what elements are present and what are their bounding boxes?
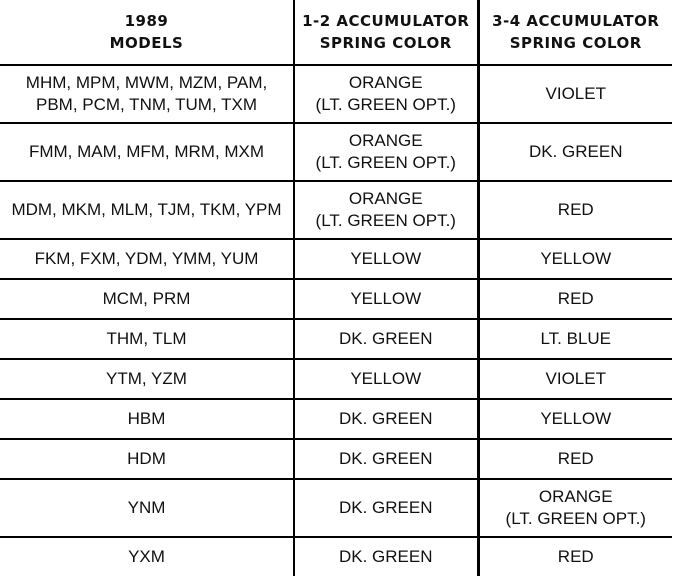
table-row bbox=[0, 181, 672, 239]
acc34-color-cell bbox=[478, 65, 672, 123]
cell-text: MCM, PRM bbox=[102, 289, 191, 308]
acc34-color-cell bbox=[478, 479, 672, 537]
cell-text: DK. GREEN bbox=[338, 329, 433, 348]
acc34-color-cell bbox=[478, 399, 672, 439]
models-cell bbox=[0, 65, 294, 123]
table-row bbox=[0, 399, 672, 439]
cell-text: ORANGE bbox=[538, 487, 613, 506]
models-cell bbox=[0, 359, 294, 399]
acc12-color-cell bbox=[294, 537, 478, 576]
cell-text: RED bbox=[557, 547, 594, 566]
cell-text: YNM bbox=[127, 498, 166, 517]
acc12-color-cell bbox=[294, 279, 478, 319]
table-row bbox=[0, 359, 672, 399]
models-cell bbox=[0, 181, 294, 239]
table-row bbox=[0, 65, 672, 123]
cell-text: RED bbox=[557, 200, 594, 219]
models-cell bbox=[0, 123, 294, 181]
cell-text: RED bbox=[557, 289, 594, 308]
header-acc34-line1: 3-4 ACCUMULATOR bbox=[492, 12, 660, 30]
cell-text: VIOLET bbox=[545, 84, 606, 103]
models-cell bbox=[0, 239, 294, 279]
table-row bbox=[0, 123, 672, 181]
cell-text: ORANGE bbox=[348, 131, 423, 150]
models-cell bbox=[0, 399, 294, 439]
cell-text: LT. BLUE bbox=[540, 329, 612, 348]
table-row bbox=[0, 279, 672, 319]
cell-text: YELLOW bbox=[350, 369, 422, 388]
cell-text: YELLOW bbox=[350, 249, 422, 268]
models-cell bbox=[0, 537, 294, 576]
table-row bbox=[0, 439, 672, 479]
cell-text: FMM, MAM, MFM, MRM, MXM bbox=[28, 142, 265, 161]
header-acc12 bbox=[294, 0, 478, 65]
acc34-color-cell bbox=[478, 537, 672, 576]
cell-text: RED bbox=[557, 449, 594, 468]
models-cell bbox=[0, 279, 294, 319]
acc12-color-cell bbox=[294, 399, 478, 439]
header-acc12-line2: SPRING COLOR bbox=[319, 34, 452, 52]
acc12-color-cell bbox=[294, 439, 478, 479]
acc34-color-cell bbox=[478, 123, 672, 181]
acc12-color-cell bbox=[294, 65, 478, 123]
table-row bbox=[0, 537, 672, 576]
acc34-color-cell bbox=[478, 319, 672, 359]
cell-text: HBM bbox=[127, 409, 166, 428]
cell-text: DK. GREEN bbox=[338, 449, 433, 468]
cell-text: MDM, MKM, MLM, TJM, TKM, YPM bbox=[11, 200, 282, 219]
header-acc12-line1: 1-2 ACCUMULATOR bbox=[302, 12, 470, 30]
acc34-color-cell bbox=[478, 359, 672, 399]
cell-text: DK. GREEN bbox=[528, 142, 623, 161]
cell-text: DK. GREEN bbox=[338, 547, 433, 566]
cell-text: PBM, PCM, TNM, TUM, TXM bbox=[35, 95, 257, 114]
models-cell bbox=[0, 439, 294, 479]
header-acc34-line2: SPRING COLOR bbox=[509, 34, 642, 52]
cell-text: THM, TLM bbox=[106, 329, 187, 348]
header-models bbox=[0, 0, 294, 65]
header-models-line1: 1989 bbox=[124, 12, 169, 30]
header-row bbox=[0, 0, 672, 65]
cell-text: ORANGE bbox=[348, 73, 423, 92]
cell-text: (LT. GREEN OPT.) bbox=[315, 211, 456, 230]
header-acc34 bbox=[478, 0, 672, 65]
acc34-color-cell bbox=[478, 181, 672, 239]
acc12-color-cell bbox=[294, 479, 478, 537]
table-row bbox=[0, 239, 672, 279]
cell-text: HDM bbox=[127, 449, 166, 468]
table-body bbox=[0, 65, 672, 576]
acc12-color-cell bbox=[294, 181, 478, 239]
models-cell bbox=[0, 479, 294, 537]
cell-text: (LT. GREEN OPT.) bbox=[315, 95, 456, 114]
cell-text: DK. GREEN bbox=[338, 498, 433, 517]
cell-text: YXM bbox=[128, 547, 165, 566]
table-row bbox=[0, 479, 672, 537]
header-models-line2: MODELS bbox=[109, 34, 184, 52]
cell-text: FKM, FXM, YDM, YMM, YUM bbox=[34, 249, 259, 268]
acc12-color-cell bbox=[294, 319, 478, 359]
models-cell bbox=[0, 319, 294, 359]
cell-text: (LT. GREEN OPT.) bbox=[315, 153, 456, 172]
cell-text: ORANGE bbox=[348, 189, 423, 208]
acc12-color-cell bbox=[294, 123, 478, 181]
acc34-color-cell bbox=[478, 279, 672, 319]
table-header bbox=[0, 0, 672, 65]
acc34-color-cell bbox=[478, 439, 672, 479]
cell-text: YELLOW bbox=[350, 289, 422, 308]
cell-text: YTM, YZM bbox=[106, 369, 187, 388]
acc12-color-cell bbox=[294, 239, 478, 279]
acc12-color-cell bbox=[294, 359, 478, 399]
cell-text: YELLOW bbox=[540, 249, 612, 268]
cell-text: VIOLET bbox=[545, 369, 606, 388]
cell-text: MHM, MPM, MWM, MZM, PAM, bbox=[25, 73, 268, 92]
cell-text: DK. GREEN bbox=[338, 409, 433, 428]
cell-text: YELLOW bbox=[540, 409, 612, 428]
table-row bbox=[0, 319, 672, 359]
cell-text: (LT. GREEN OPT.) bbox=[505, 509, 646, 528]
acc34-color-cell bbox=[478, 239, 672, 279]
